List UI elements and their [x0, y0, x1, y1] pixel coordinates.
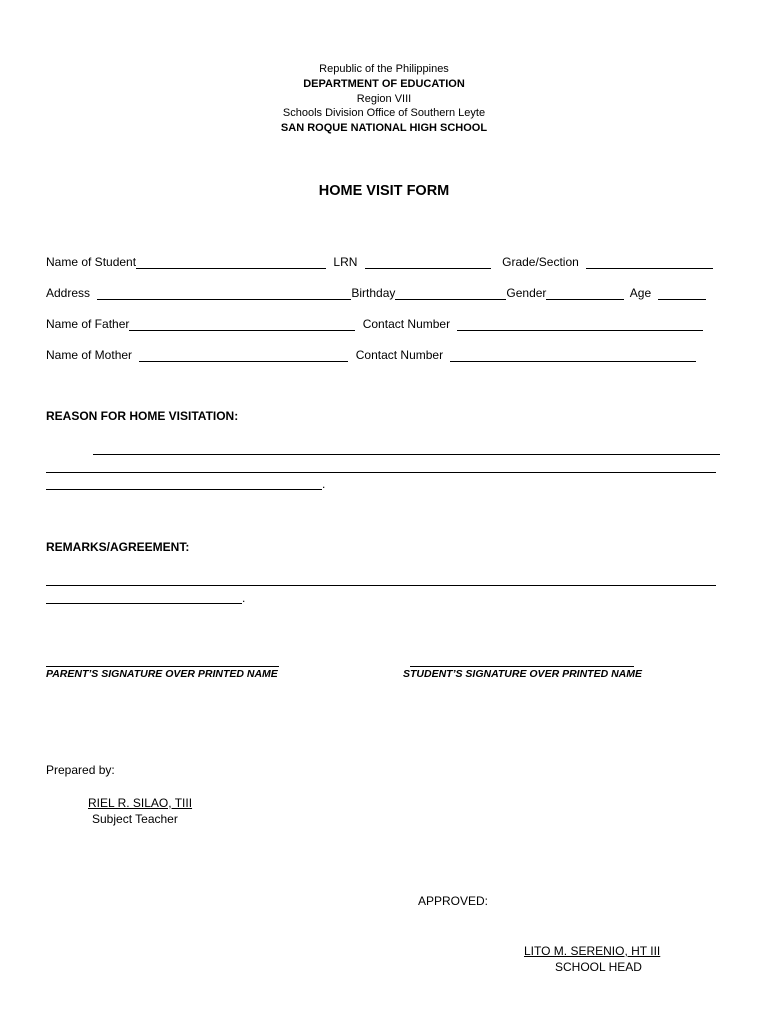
remarks-line-2[interactable]	[46, 603, 242, 604]
name-of-father-label: Name of Father	[46, 317, 130, 331]
school-name: SAN ROQUE NATIONAL HIGH SCHOOL	[280, 122, 488, 135]
teacher-name: RIEL R. SILAO, TIII	[88, 796, 193, 810]
department-line: DEPARTMENT OF EDUCATION	[303, 77, 465, 90]
grade-section-label: Grade/Section	[502, 255, 579, 269]
name-of-student-blank[interactable]	[136, 256, 326, 269]
lrn-label: LRN	[333, 255, 358, 269]
remarks-title: REMARKS/AGREEMENT:	[46, 540, 190, 554]
mother-row	[46, 348, 696, 364]
name-of-father-blank[interactable]	[129, 318, 355, 331]
birthday-label: Birthday	[351, 286, 396, 300]
address-row	[46, 286, 706, 302]
student-signature-label: STUDENT’S SIGNATURE OVER PRINTED NAME	[403, 668, 642, 680]
reason-line-1[interactable]	[93, 454, 720, 455]
father-contact-number-label: Contact Number	[362, 317, 451, 331]
mother-contact-number-label: Contact Number	[355, 348, 444, 362]
region-line: Region VIII	[356, 92, 412, 105]
letterhead	[0, 62, 768, 136]
reason-end-mark: .	[322, 477, 326, 491]
approved-label: APPROVED:	[418, 894, 489, 908]
republic-line: Republic of the Philippines	[319, 63, 449, 75]
form-title: HOME VISIT FORM	[318, 183, 450, 199]
school-head-position: SCHOOL HEAD	[555, 960, 642, 974]
division-line: Schools Division Office of Southern Leyte	[282, 107, 486, 120]
remarks-end-mark: .	[242, 591, 246, 605]
gender-blank[interactable]	[546, 287, 624, 300]
school-head-name: LITO M. SERENIO, HT III	[524, 944, 661, 958]
teacher-position: Subject Teacher	[92, 812, 178, 826]
age-blank[interactable]	[658, 287, 706, 300]
lrn-blank[interactable]	[365, 256, 491, 269]
reason-title: REASON FOR HOME VISITATION:	[46, 409, 239, 423]
address-label: Address	[46, 286, 91, 300]
remarks-line-1[interactable]	[46, 585, 716, 586]
prepared-by-label: Prepared by:	[46, 763, 115, 777]
father-contact-number-blank[interactable]	[457, 318, 703, 331]
parent-signature-line[interactable]	[46, 666, 279, 667]
name-of-mother-label: Name of Mother	[46, 348, 133, 362]
birthday-blank[interactable]	[395, 287, 506, 300]
name-of-mother-blank[interactable]	[139, 349, 348, 362]
student-signature-line[interactable]	[410, 666, 634, 667]
address-blank[interactable]	[97, 287, 351, 300]
grade-section-blank[interactable]	[586, 256, 713, 269]
reason-line-2[interactable]	[46, 472, 716, 473]
name-of-student-label: Name of Student	[46, 255, 137, 269]
student-row	[46, 255, 713, 271]
mother-contact-number-blank[interactable]	[450, 349, 696, 362]
gender-label: Gender	[506, 286, 547, 300]
father-row	[46, 317, 703, 333]
parent-signature-label: PARENT’S SIGNATURE OVER PRINTED NAME	[46, 668, 278, 680]
age-label: Age	[629, 286, 652, 300]
reason-line-3[interactable]	[46, 489, 322, 490]
